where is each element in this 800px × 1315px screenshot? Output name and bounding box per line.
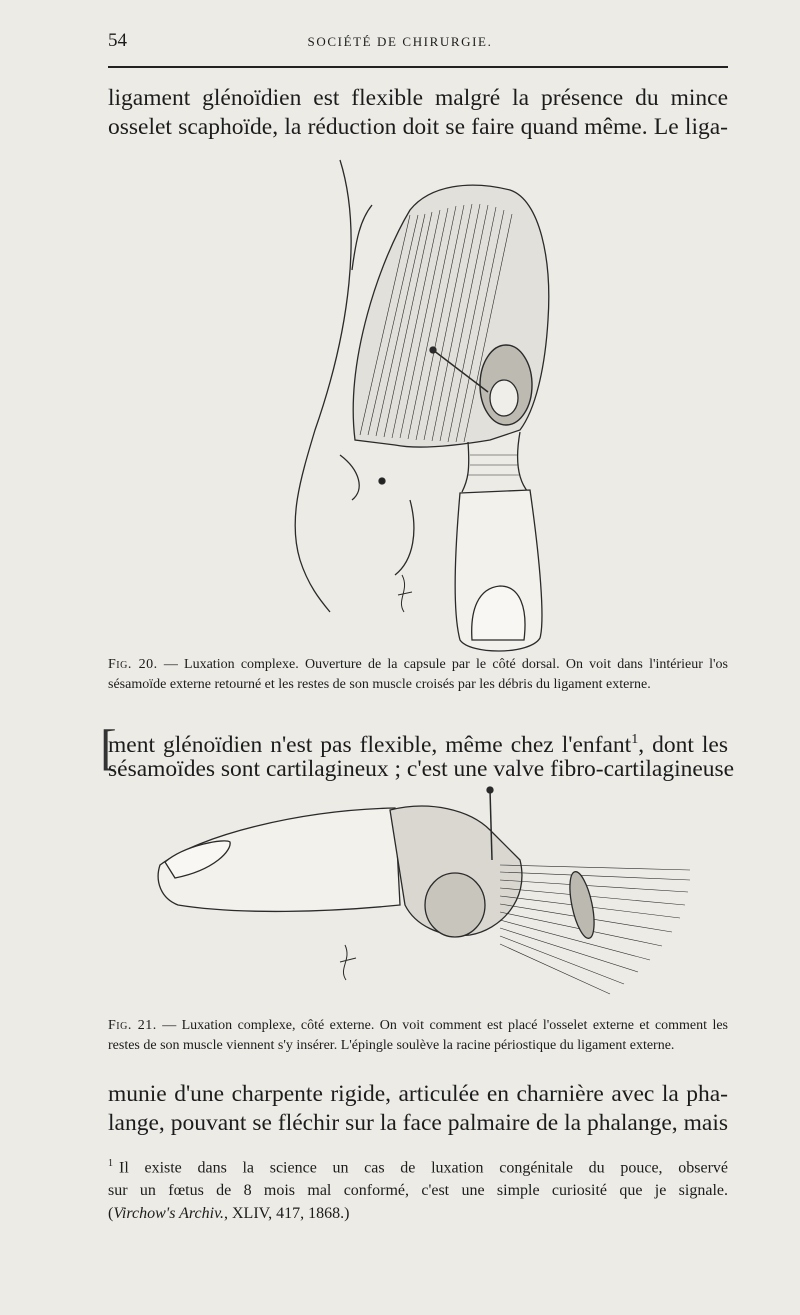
footnote-line-1: $^1$ Il existe dans la science un cas de luxation congénitale du pouce, observé [108, 1158, 728, 1177]
figure-21-label: Fig. 21. [108, 1018, 157, 1033]
running-title: SOCIÉTÉ DE CHIRURGIE. [307, 34, 493, 49]
margin-bracket: [ [100, 719, 117, 775]
footnote-line-3: (Virchow's Archiv., XLIV, 417, 1868.) [108, 1205, 350, 1223]
body-text-line-6: lange, pouvant se fléchir sur la face palmaire de la phalange, mais [108, 1110, 728, 1136]
body-text-line-3: ment glénoïdien n'est pas flexible, même chez l'enfant$^1$, dont les [108, 731, 728, 758]
footnote-line-2: sur un fœtus de 8 mois mal conformé, c'est une simple curiosité que je signale. [108, 1182, 728, 1200]
body-text-line-5: munie d'une charpente rigide, articulée en charnière avec la pha- [108, 1081, 728, 1107]
footnote [108, 1152, 728, 1225]
body-text-line-2: osselet scaphoïde, la réduction doit se faire quand même. Le liga- [108, 114, 728, 140]
figure-20-caption-text: — Luxation complexe. Ouverture de la capsule par le côté dorsal. On voit dans l'intérieur l'os sésamoïde externe retourné et les restes de son muscle croisés par les débris du ligament externe. [108, 657, 729, 692]
figure-21-caption-text: — Luxation complexe, côté externe. On voit comment est placé l'osselet externe et comment les restes de son muscle viennent s'y insérer. L'épingle soulève la racine périostique du ligament externe. [108, 1018, 729, 1053]
figure-21-caption [108, 1016, 728, 1056]
footnote-reference: 1 [631, 732, 639, 747]
footnote-citation-title: Virchow's Archiv. [113, 1205, 224, 1223]
figure-20-label: Fig. 20. [108, 657, 158, 672]
page-number: 54 [108, 30, 127, 51]
body-text-line-4: sésamoïdes sont cartilagineux ; c'est une valve fibro-cartilagineuse [108, 756, 735, 782]
body-text-line-1: ligament glénoïdien est flexible malgré la présence du mince [108, 85, 728, 111]
footnote-marker: 1 [108, 1158, 113, 1169]
